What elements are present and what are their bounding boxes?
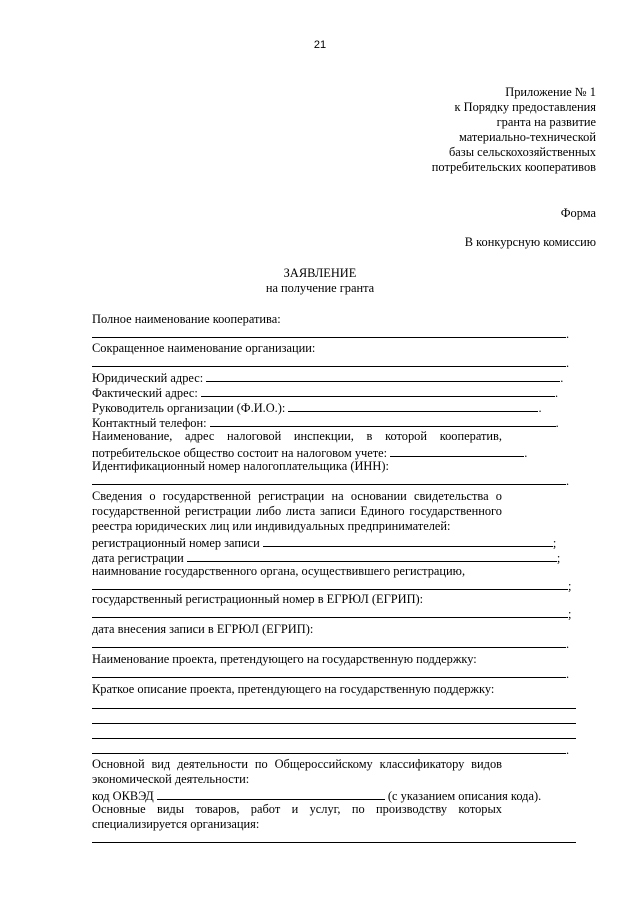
project-description-line[interactable] [92,708,576,709]
appendix-line: потребительских кооперативов [431,160,596,174]
reg-date-field[interactable]: дата регистрации ; [92,551,561,565]
project-name-label: Наименование проекта, претендующего на государственную поддержку: [92,652,477,666]
phone-field[interactable]: Контактный телефон: . [92,416,559,430]
appendix-block [432,85,596,175]
goods-label-line: специализируется организация: [92,817,260,831]
project-description-label: Краткое описание проекта, претендующего на государственную поддержку: [92,682,495,696]
tax-inspection-field[interactable]: потребительское общество состоит на налоговом учете: . [92,446,528,460]
legal-address-field[interactable]: Юридический адрес: . [92,371,564,385]
registration-label-line: Сведения о государственной регистрации на основании свидетельства о [92,489,502,503]
reg-number-field[interactable]: регистрационный номер записи ; [92,536,557,550]
egrul-date-label: дата внесения записи в ЕГРЮЛ (ЕГРИП): [92,622,314,636]
reg-authority-label: наимнование государственного органа, осуществившего регистрацию, [92,564,466,578]
full-name-label: Полное наименование кооператива: [92,312,281,326]
goods-label-line: Основные виды товаров, работ и услуг, по производству которых [92,802,502,816]
appendix-line: к Порядку предоставления [454,100,596,114]
egrul-number-field[interactable]: ; [92,605,571,622]
appendix-line: базы сельскохозяйственных [449,145,596,159]
addressee: В конкурсную комиссию [464,235,596,249]
inn-field[interactable]: . [92,472,569,489]
registration-label-line: реестра юридических лиц или индивидуальных предпринимателей: [92,519,451,533]
tax-inspection-label: Наименование, адрес налоговой инспекции, в которой кооператив, [92,429,502,443]
form-label: Форма [560,206,596,220]
project-name-field[interactable]: . [92,665,569,682]
appendix-line: Приложение № 1 [505,85,596,99]
registration-label-line: государственной регистрации либо листа записи Единого государственного [92,504,502,518]
short-name-field[interactable]: . [92,354,569,371]
okved-label-line: экономической деятельности: [92,772,250,786]
appendix-line: материально-технической [458,130,596,144]
head-field[interactable]: Руководитель организации (Ф.И.О.): . [92,401,542,415]
okved-code-field[interactable]: код ОКВЭД (с указанием описания кода). [92,789,542,803]
actual-address-field[interactable]: Фактический адрес: . [92,386,559,400]
appendix-line: гранта на развитие [496,115,596,129]
project-description-line[interactable] [92,738,576,739]
egrul-number-label: государственный регистрационный номер в ЕГРЮЛ (ЕГРИП): [92,592,424,606]
goods-field[interactable] [92,842,576,843]
reg-authority-field[interactable]: ; [92,577,571,594]
egrul-date-field[interactable]: . [92,635,569,652]
page-number: 21 [313,39,327,51]
project-description-field[interactable]: . [92,741,569,758]
project-description-line[interactable] [92,723,576,724]
okved-label-line: Основной вид деятельности по Общероссийскому классификатору видов [92,757,502,771]
full-name-field[interactable]: . [92,325,569,342]
document-subtitle: на получение гранта [265,281,375,295]
short-name-label: Сокращенное наименование организации: [92,341,316,355]
document-title: ЗАЯВЛЕНИЕ [283,266,357,280]
inn-label: Идентификационный номер налогоплательщика (ИНН): [92,459,389,473]
